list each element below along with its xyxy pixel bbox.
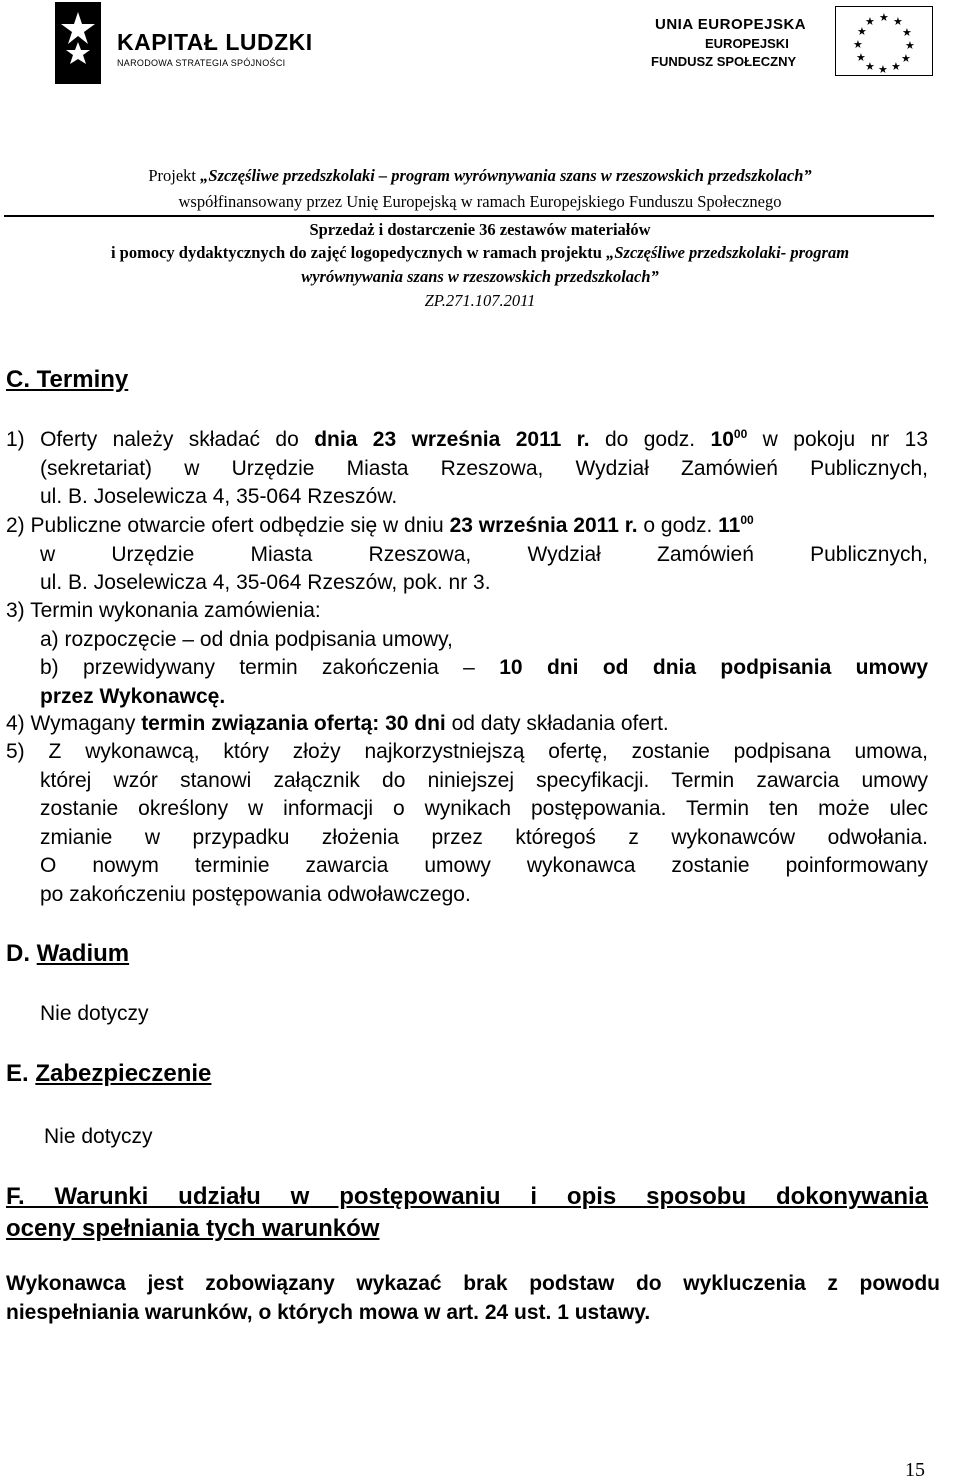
section-d-title: D. Wadium xyxy=(6,940,130,967)
section-d-body: Nie dotyczy xyxy=(40,1002,149,1025)
svg-text:★: ★ xyxy=(879,11,889,24)
cofinancing-line: współfinansowany przez Unię Europejską w ramach Europejskiego Funduszu Społecznego xyxy=(178,192,782,211)
subject-line-2: i pomocy dydaktycznych do zajęć logopedycznych w ramach projektu „Szczęśliwe przedszkolaki- program xyxy=(110,243,850,262)
eu-logo-line1: UNIA EUROPEJSKA xyxy=(655,16,807,33)
term-5: 5) Z wykonawcą, który złoży najkorzystniejszą ofertę, zostanie podpisana umowa, której wzór stanowi załącznik do niniejszej specyfikacji. Termin zawarcia umowy zostanie określony w informacji o wynikach postępowania. Termin ten może ulec zmianie w przypadku złożenia przez któregoś z wykonawców odwołania. O nowym terminie zawarcia umowy wykonawca zostanie poinformowany po zakończeniu postępowania odwoławczego. xyxy=(6,740,928,906)
logo-title: KAPITAŁ LUDZKI xyxy=(117,29,313,55)
reference-number: ZP.271.107.2011 xyxy=(424,291,536,310)
svg-text:★: ★ xyxy=(865,15,875,28)
svg-text:★: ★ xyxy=(891,60,901,73)
eu-logo-line2: EUROPEJSKI xyxy=(705,36,789,51)
svg-text:★: ★ xyxy=(893,15,903,28)
logo-subtitle: NARODOWA STRATEGIA SPÓJNOŚCI xyxy=(117,58,286,68)
section-f-body: Wykonawca jest zobowiązany wykazać brak podstaw do wykluczenia z powodu niespełniania warunków, o których mowa w art. 24 ust. 1 ustawy. xyxy=(6,1272,940,1324)
project-title-line: Projekt „Szczęśliwe przedszkolaki – program wyrównywania szans w rzeszowskich przedszkolach” xyxy=(148,166,812,185)
subject-line-3: wyrównywania szans w rzeszowskich przedszkolach” xyxy=(301,267,659,286)
svg-text:★: ★ xyxy=(902,26,912,39)
kapital-ludzki-logo xyxy=(55,2,325,84)
svg-text:★: ★ xyxy=(856,51,866,64)
eu-logo xyxy=(645,6,940,76)
term-2: 2) Publiczne otwarcie ofert odbędzie się w dniu 23 września 2011 r. o godz. $11^{00}$ w Urzędzie Miasta Rzeszowa, Wydział Zamówień Publicznych, ul. B. Joselewicza 4, 35-064 Rzeszów, pok. nr 3. xyxy=(6,513,928,594)
svg-text:★: ★ xyxy=(901,52,911,65)
svg-text:★: ★ xyxy=(865,60,875,73)
svg-text:★: ★ xyxy=(878,63,888,76)
svg-text:★: ★ xyxy=(905,39,915,52)
section-e-body: Nie dotyczy xyxy=(44,1125,153,1148)
page-number: 15 xyxy=(905,1459,925,1481)
term-1: 1) Oferty należy składać do dnia 23 września 2011 r. do godz. $10^{00}$ w pokoju nr 13 (sekretariat) w Urzędzie Miasta Rzeszowa, Wydział Zamówień Publicznych, ul. B. Joselewicza 4, 35-064 Rzeszów. xyxy=(6,427,929,508)
section-c-title: C. Terminy xyxy=(6,366,129,393)
header-divider xyxy=(4,215,934,217)
section-e-title: E. Zabezpieczenie xyxy=(6,1060,212,1087)
kapital-ludzki-emblem xyxy=(55,2,101,84)
svg-text:★: ★ xyxy=(853,38,863,51)
svg-text:★: ★ xyxy=(857,25,867,38)
term-3: 3) Termin wykonania zamówienia: a) rozpoczęcie – od dnia podpisania umowy, b) przewidywany termin zakończenia – 10 dni od dnia podpisania umowy przez Wykonawcę. xyxy=(6,599,928,708)
eu-flag-icon xyxy=(835,6,933,76)
term-4: 4) Wymagany termin związania ofertą: 30 dni od daty składania ofert. xyxy=(6,712,669,735)
subject-line-1: Sprzedaż i dostarczenie 36 zestawów materiałów xyxy=(309,220,651,239)
eu-logo-line3: FUNDUSZ SPOŁECZNY xyxy=(651,54,797,69)
section-f-title: F. Warunki udziału w postępowaniu i opis sposobu dokonywania oceny spełniania tych warunków xyxy=(6,1183,928,1242)
